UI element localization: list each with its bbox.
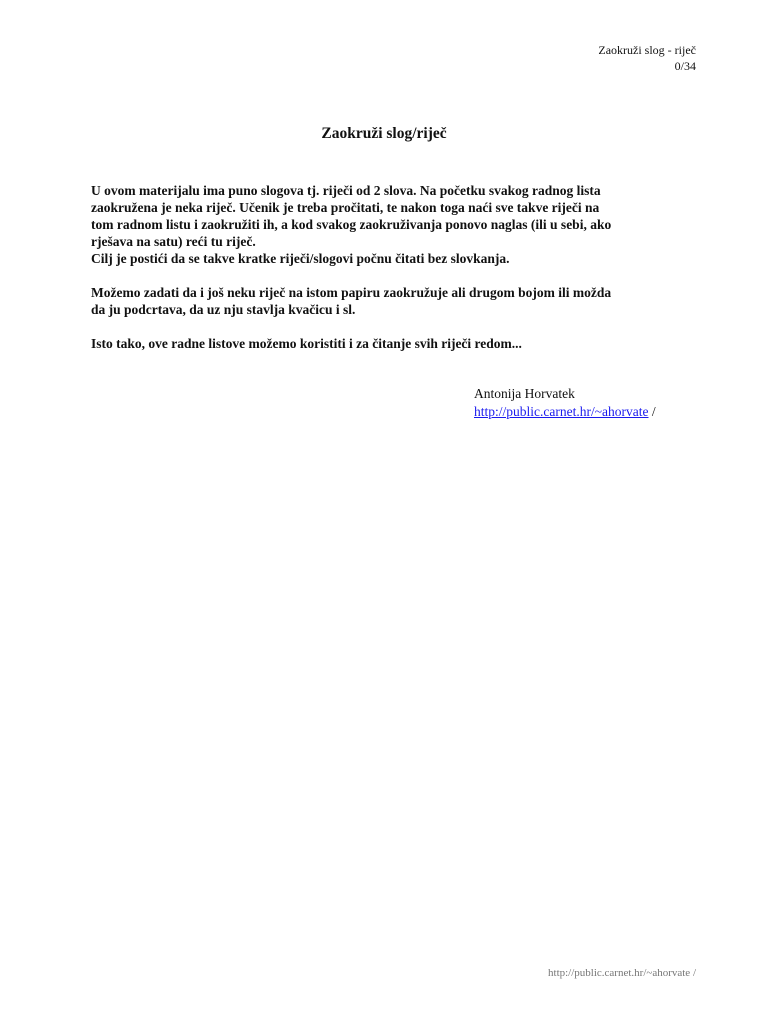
document-body xyxy=(91,182,701,369)
paragraph-line: rješava na satu) reći tu riječ. xyxy=(91,234,256,249)
signature-block xyxy=(474,385,656,420)
paragraph-line: U ovom materijalu ima puno slogova tj. riječi od 2 slova. Na početku svakog radnog lista xyxy=(91,183,601,198)
author-name: Antonija Horvatek xyxy=(474,386,575,401)
link-trailing-slash: / xyxy=(648,403,656,419)
third-paragraph: Isto tako, ove radne listove možemo koristiti i za čitanje svih riječi redom... xyxy=(91,336,522,351)
header-title: Zaokruži slog - riječ xyxy=(598,43,696,57)
paragraph-line: zaokružena je neka riječ. Učenik je treba pročitati, te nakon toga naći sve takve riječi na xyxy=(91,200,600,215)
paragraph-line: tom radnom listu i zaokružiti ih, a kod svakog zaokruživanja ponovo naglas (ili u sebi, ako xyxy=(91,217,612,232)
second-paragraph xyxy=(91,284,701,318)
document-title: Zaokruži slog/riječ xyxy=(321,125,447,142)
paragraph-line: da ju podcrtava, da uz nju stavlja kvačicu i sl. xyxy=(91,302,356,317)
paragraph-line: Cilj je postići da se takve kratke riječi/slogovi počnu čitati bez slovkanja. xyxy=(91,251,510,266)
paragraph-line: Možemo zadati da i još neku riječ na istom papiru zaokružuje ali drugom bojom ili možda xyxy=(91,285,612,300)
author-website-link[interactable]: http://public.carnet.hr/~ahorvate xyxy=(474,403,649,419)
page-number: 0/34 xyxy=(674,59,696,73)
page-footer: http://public.carnet.hr/~ahorvate / xyxy=(548,967,696,979)
author-link-line xyxy=(474,403,656,421)
page-header xyxy=(598,42,696,74)
intro-paragraph xyxy=(91,182,701,267)
